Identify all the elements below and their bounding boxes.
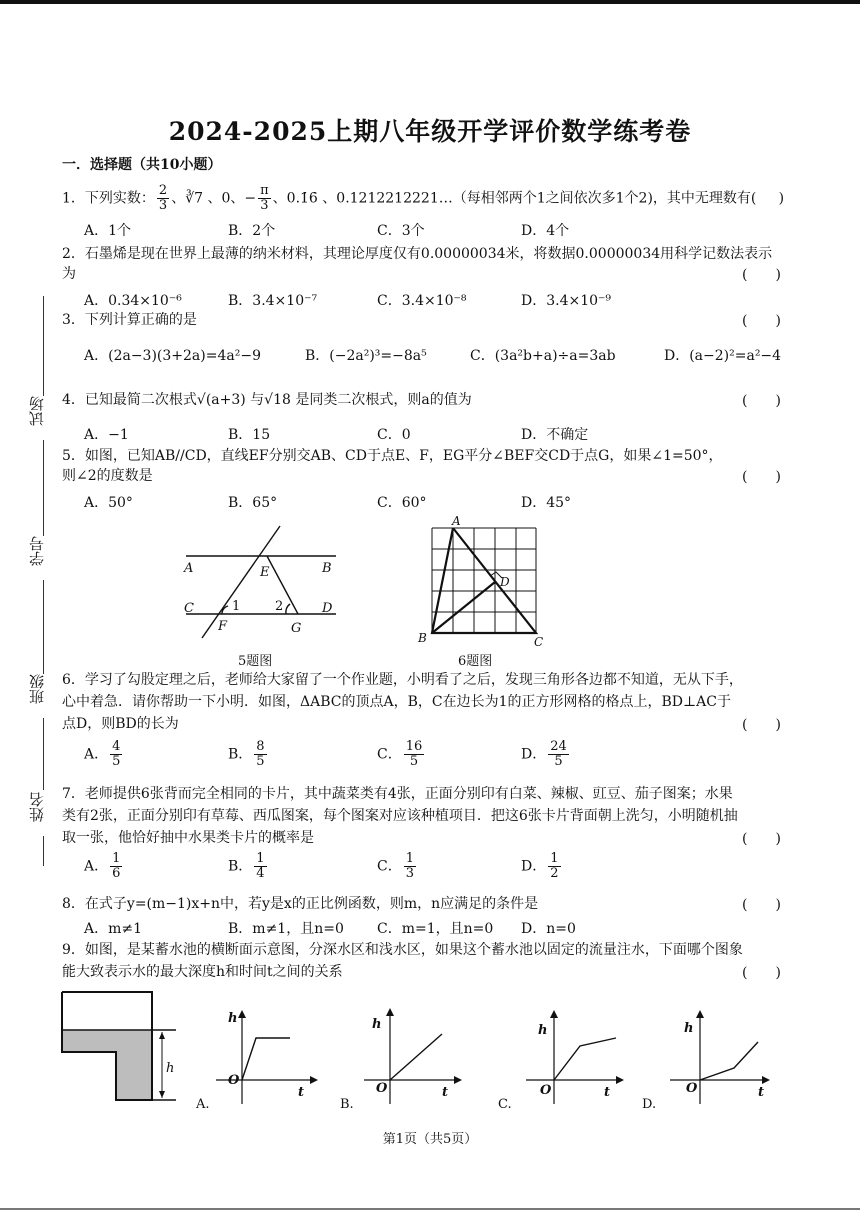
q1-option-b: B．2个	[228, 223, 276, 239]
question-1: 1．下列实数： $\frac{2}{3}$ 、∛7 、0、− $\frac{\pi}{3}$ 、0.1̇6̇ 、0.1212212221…（每相邻两个1之间依次多1个2)，其中无理数有( )	[62, 183, 785, 213]
q4-option-b: B．15	[228, 427, 271, 443]
q7-option-d: D． $\frac{1}{2}$	[521, 851, 559, 881]
margin-line	[43, 580, 44, 674]
fig6-label-c: C	[534, 635, 544, 649]
graph-c-h-label: h	[538, 1023, 548, 1038]
q1-option-c: C．3个	[377, 223, 425, 239]
q6-option-a: A． $\frac{4}{5}$	[84, 739, 121, 769]
q6-option-c: C． $\frac{16}{5}$	[377, 739, 423, 769]
q5-option-b: B．65°	[228, 495, 278, 511]
q2-option-b: B．3.4×10⁻⁷	[228, 293, 318, 309]
q5-option-d: D．45°	[521, 495, 572, 511]
fig5-label-2: 2	[275, 599, 284, 614]
answer-paren: ( )	[742, 267, 781, 283]
pool-label-h: h	[166, 1061, 175, 1076]
graph-d-h-label: h	[684, 1021, 694, 1036]
graph-b-option: B.	[340, 1097, 354, 1112]
graph-b-origin: O	[376, 1081, 388, 1096]
graph-c-option: C.	[498, 1097, 512, 1112]
side-label-student-id: 学号	[28, 536, 46, 566]
bottom-border	[0, 1208, 860, 1210]
q3-option-d: D．(a−2)²=a²−4	[664, 348, 782, 364]
graph-b-h-label: h	[372, 1017, 382, 1032]
answer-paren: ( )	[742, 831, 781, 847]
fig5-label-1: 1	[232, 599, 241, 614]
question-7-line3: 取一张，他恰好抽中水果类卡片的概率是	[62, 830, 314, 846]
top-border	[0, 0, 860, 4]
question-5-line2: 则∠2的度数是	[62, 468, 153, 484]
question-4: 4．已知最简二次根式√(a+3) 与√18 是同类二次根式，则a的值为	[62, 392, 472, 408]
graph-c-origin: O	[540, 1083, 552, 1098]
graph-a-t-label: t	[298, 1085, 305, 1100]
question-6-line1: 6．学习了勾股定理之后，老师给大家留了一个作业题，小明看了之后，发现三角形各边都不知道，无从下手，	[62, 672, 743, 688]
question-9-line2: 能大致表示水的最大深度h和时间t之间的关系	[62, 964, 343, 980]
figure-5	[178, 520, 348, 670]
q7-option-c: C． $\frac{1}{3}$	[377, 851, 414, 881]
q6-option-b: B． $\frac{8}{5}$	[228, 739, 265, 769]
fig5-label-a: A	[184, 561, 194, 576]
graph-c-t-label: t	[604, 1085, 611, 1100]
q1-option-d: D．4个	[521, 223, 570, 239]
q8-option-b: B．m≠1，且n=0	[228, 921, 344, 937]
answer-paren: ( )	[742, 897, 781, 913]
q1-option-a: A．1个	[84, 223, 132, 239]
fig6-label-d: D	[500, 575, 510, 589]
section-heading: 一．选择题（共10小题）	[62, 157, 222, 173]
pool-diagram	[56, 986, 186, 1106]
question-7-line1: 7．老师提供6张背而完全相同的卡片，其中蔬菜类有4张，正面分别印有白菜、辣椒、豇豆、茄子图案；水果	[62, 786, 733, 802]
graph-a-h-label: h	[228, 1011, 238, 1026]
graph-a-option: A.	[196, 1097, 210, 1112]
question-3: 3．下列计算正确的是	[62, 312, 197, 328]
fig6-label-a: A	[452, 514, 461, 528]
graph-option-d	[640, 1004, 774, 1114]
q3-option-b: B．(−2a²)³=−8a⁵	[305, 348, 427, 364]
question-9-line1: 9．如图，是某蓄水池的横断面示意图，分深水区和浅水区，如果这个蓄水池以固定的流量注水，下面哪个图象	[62, 942, 743, 958]
fig6-label-b: B	[418, 631, 427, 645]
q3-option-a: A．(2a−3)(3+2a)=4a²−9	[84, 348, 261, 364]
graph-option-a	[194, 1004, 324, 1114]
graph-b-t-label: t	[442, 1085, 449, 1100]
graph-a-origin: O	[228, 1073, 240, 1088]
q5-option-c: C．60°	[377, 495, 427, 511]
fig5-label-e: E	[260, 565, 270, 580]
fig5-label-d: D	[322, 601, 333, 616]
question-2-line2: 为	[62, 266, 76, 282]
graph-d-origin: O	[686, 1081, 698, 1096]
fig5-label-c: C	[184, 601, 194, 616]
question-7-line2: 类有2张，正面分别印有草莓、西瓜图案，每个图案对应该种植项目．把这6张卡片背面朝上洗匀，小明随机抽	[62, 808, 738, 824]
page-title: 2024-2025上期八年级开学评价数学练考卷	[168, 117, 692, 146]
answer-paren: ( )	[742, 393, 781, 409]
fig5-label-b: B	[322, 561, 332, 576]
side-label-name: 姓名	[28, 792, 46, 822]
q8-option-d: D．n=0	[521, 921, 576, 937]
q4-option-d: D．不确定	[521, 427, 589, 443]
figure-5-caption: 5题图	[238, 654, 273, 669]
q5-option-a: A．50°	[84, 495, 133, 511]
answer-paren: ( )	[742, 469, 781, 485]
figure-6	[414, 514, 554, 650]
question-6-line2: 心中着急．请你帮助一下小明．如图，ΔABC的顶点A，B，C在边长为1的正方形网格的格点上，BD⊥AC于	[62, 694, 731, 710]
q8-option-c: C．m=1，且n=0	[377, 921, 494, 937]
side-label-exam-room: 试场	[28, 396, 46, 426]
q7-option-a: A． $\frac{1}{6}$	[84, 851, 121, 881]
fig5-label-g: G	[291, 621, 302, 636]
graph-d-option: D.	[642, 1097, 657, 1112]
q6-option-d: D． $\frac{24}{5}$	[521, 739, 567, 769]
question-5-line1: 5．如图，已知AB//CD，直线EF分别交AB、CD于点E、F，EG平分∠BEF交CD于点G，如果∠1=50°，	[62, 448, 723, 464]
margin-line	[43, 836, 44, 866]
page-footer: 第1页（共5页）	[382, 1132, 478, 1147]
graph-d-t-label: t	[758, 1085, 765, 1100]
q8-option-a: A．m≠1	[84, 921, 143, 937]
margin-line	[43, 440, 44, 536]
answer-paren: ( )	[742, 965, 781, 981]
q4-option-c: C．0	[377, 427, 411, 443]
q4-option-a: A．−1	[84, 427, 129, 443]
q7-option-b: B． $\frac{1}{4}$	[228, 851, 265, 881]
q2-option-d: D．3.4×10⁻⁹	[521, 293, 612, 309]
margin-line	[43, 296, 44, 396]
q3-option-c: C．(3a²b+a)÷a=3ab	[470, 348, 616, 364]
figure-6-caption: 6题图	[458, 654, 493, 669]
question-6-line3: 点D，则BD的长为	[62, 716, 179, 732]
side-label-class: 班级	[28, 674, 46, 704]
question-2-line1: 2．石墨烯是现在世界上最薄的纳米材料，其理论厚度仅有0.00000034米，将数据0.00000034用科学记数法表示	[62, 246, 773, 262]
question-8: 8．在式子y=(m−1)x+n中，若y是x的正比例函数，则m，n应满足的条件是	[62, 896, 539, 912]
fig5-label-f: F	[218, 619, 228, 634]
graph-option-c	[496, 1004, 626, 1114]
answer-paren: ( )	[742, 717, 781, 733]
q2-option-a: A．0.34×10⁻⁶	[84, 293, 182, 309]
graph-option-b	[338, 1004, 468, 1114]
margin-line	[43, 718, 44, 790]
answer-paren: ( )	[742, 313, 781, 329]
q2-option-c: C．3.4×10⁻⁸	[377, 293, 467, 309]
